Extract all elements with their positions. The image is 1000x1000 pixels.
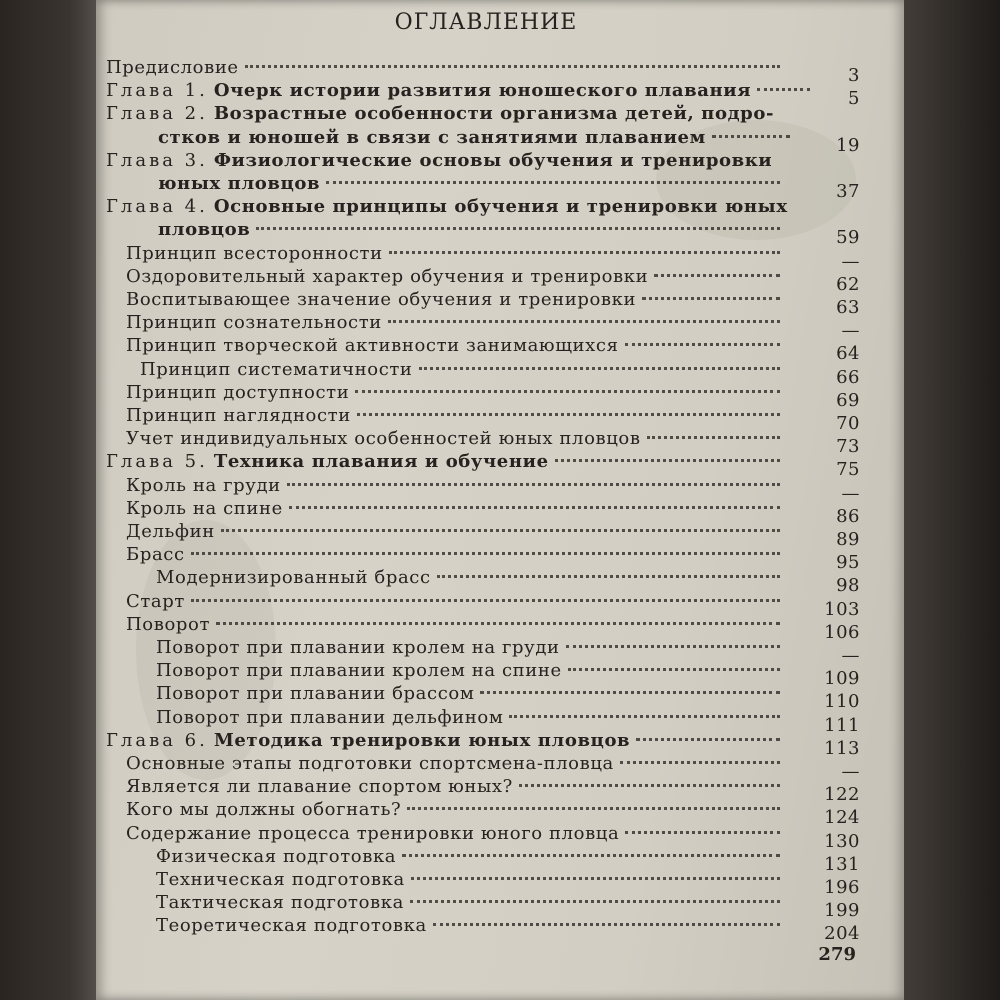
page-number: 98 [836, 575, 860, 596]
entry-title: Оздоровительный характер обучения и тренировки [126, 266, 649, 287]
entry-title: Физиологические основы обучения и тренировки [213, 150, 773, 171]
dot-leader [355, 390, 780, 393]
page-number: 63 [836, 297, 860, 318]
page-number: 69 [836, 390, 860, 411]
toc-entry [156, 566, 786, 590]
toc-entry [156, 868, 786, 892]
page-number: 109 [824, 668, 860, 689]
toc-entry [106, 102, 826, 126]
dot-leader [388, 320, 780, 323]
dot-leader [654, 274, 780, 277]
toc-entry [126, 265, 786, 289]
toc-entry [126, 381, 786, 405]
dot-leader [191, 599, 780, 602]
page-number: 130 [824, 831, 860, 852]
entry-title: Брасс [126, 544, 185, 565]
entry-title: Поворот при плавании дельфином [156, 707, 504, 728]
toc-entry [126, 520, 786, 544]
page-number: 89 [836, 529, 860, 550]
toc-entry [158, 126, 796, 150]
entry-title: Воспитывающее значение обучения и тренировки [126, 289, 637, 310]
entry-title: Поворот при плавании кролем на груди [156, 637, 560, 658]
entry-title: Физическая подготовка [156, 846, 397, 867]
toc-entry [126, 752, 786, 776]
background-left-edge [0, 0, 98, 1000]
page-number: 111 [824, 715, 860, 736]
toc-entry [126, 404, 786, 428]
entry-title: Учет индивидуальных особенностей юных пловцов [126, 428, 641, 449]
dot-leader [433, 923, 780, 926]
page-number: 131 [824, 854, 860, 875]
entry-title: Методика тренировки юных пловцов [213, 730, 631, 751]
dot-leader [402, 854, 780, 857]
book-page [96, 0, 904, 1000]
dot-leader [625, 343, 780, 346]
dot-leader [410, 900, 780, 903]
entry-title: Принцип творческой активности занимающихся [126, 335, 619, 356]
page-number: 204 [824, 923, 860, 944]
page-number: — [841, 645, 860, 666]
entry-title: Дельфин [126, 521, 215, 542]
toc-entry [126, 497, 786, 521]
entry-title: Тактическая подготовка [156, 892, 404, 913]
dot-leader [566, 645, 780, 648]
background-right-edge [900, 0, 1000, 1000]
dot-leader [555, 459, 780, 462]
page-title: ОГЛАВЛЕНИЕ [394, 10, 578, 35]
dot-leader [221, 529, 780, 532]
dot-leader [245, 65, 780, 68]
page-number: 106 [824, 622, 860, 643]
toc-entry [126, 798, 786, 822]
page-number: 95 [836, 552, 860, 573]
toc-entry [126, 242, 786, 266]
entry-title: Техническая подготовка [156, 869, 405, 890]
entry-title: Техника плавания и обучение [213, 451, 549, 472]
page-number: 196 [824, 877, 860, 898]
entry-title: Основные этапы подготовки спортсмена-пловца [126, 753, 614, 774]
page-number: 37 [836, 181, 860, 202]
entry-title: Предисловие [106, 57, 239, 78]
entry-title: Поворот [126, 614, 211, 635]
entry-title: стков и юношей в связи с занятиями плаванием [158, 127, 706, 148]
page-number: 199 [824, 900, 860, 921]
dot-leader [647, 436, 780, 439]
dot-leader [326, 181, 780, 184]
toc-entry [158, 172, 786, 196]
dot-leader [625, 831, 780, 834]
chapter-label: Глава 4. [106, 196, 208, 217]
chapter-label: Глава 2. [106, 103, 208, 124]
page-number: 86 [836, 506, 860, 527]
entry-title: Поворот при плавании брассом [156, 683, 475, 704]
entry-title: Очерк истории развития юношеского плавания [213, 80, 752, 101]
toc-content [96, 0, 904, 1000]
toc-entry [106, 450, 786, 474]
toc-entry [106, 56, 786, 80]
folio-number: 279 [818, 944, 856, 965]
chapter-label: Глава 3. [106, 150, 208, 171]
dot-leader [437, 575, 780, 578]
dot-leader [636, 738, 780, 741]
dot-leader [407, 807, 780, 810]
chapter-label: Глава 5. [106, 451, 208, 472]
entry-title: Кроль на груди [126, 475, 281, 496]
dot-leader [216, 622, 780, 625]
toc-entry [126, 822, 786, 846]
entry-title: Основные принципы обучения и тренировки юных [213, 196, 788, 217]
dot-leader [712, 135, 790, 138]
toc-entry [106, 79, 816, 103]
toc-entry [156, 659, 786, 683]
dot-leader [620, 761, 780, 764]
entry-title: Кроль на спине [126, 498, 283, 519]
page-number: 110 [824, 691, 860, 712]
toc-entry [126, 775, 786, 799]
entry-title: Является ли плавание спортом юных? [126, 776, 513, 797]
page-number: 73 [836, 436, 860, 457]
toc-entry [126, 543, 786, 567]
entry-title: Теоретическая подготовка [156, 915, 427, 936]
chapter-label: Глава 1. [106, 80, 208, 101]
page-number: 103 [824, 599, 860, 620]
entry-title: Кого мы должны обогнать? [126, 799, 402, 820]
dot-leader [256, 227, 780, 230]
page-number: — [841, 251, 860, 272]
dot-leader [480, 691, 780, 694]
entry-title: Принцип сознательности [126, 312, 382, 333]
page-number: 64 [836, 343, 860, 364]
page-number: 3 [848, 65, 860, 86]
entry-title: Принцип всесторонности [126, 243, 383, 264]
page-number: — [841, 483, 860, 504]
page-number: 70 [836, 413, 860, 434]
entry-title: Содержание процесса тренировки юного пловца [126, 823, 620, 844]
entry-title: пловцов [158, 219, 251, 240]
page-number: 5 [848, 88, 860, 109]
dot-leader [411, 877, 780, 880]
toc-entry [156, 914, 786, 938]
page-number: — [841, 761, 860, 782]
toc-entry [126, 613, 786, 637]
entry-title: Возрастные особенности организма детей, подро- [213, 103, 775, 124]
page-number: 75 [836, 459, 860, 480]
toc-entry [140, 358, 786, 382]
page-number: 59 [836, 227, 860, 248]
page-number: 122 [824, 784, 860, 805]
dot-leader [287, 483, 780, 486]
dot-leader [519, 784, 780, 787]
toc-entry [106, 195, 826, 219]
dot-leader [357, 413, 780, 416]
toc-entry [126, 590, 786, 614]
toc-entry [106, 149, 826, 173]
dot-leader [191, 552, 780, 555]
toc-entry [126, 288, 786, 312]
entry-title: Модернизированный брасс [156, 567, 431, 588]
chapter-label: Глава 6. [106, 730, 208, 751]
entry-title: Старт [126, 591, 185, 612]
entry-title: юных пловцов [158, 173, 321, 194]
page-number: 124 [824, 807, 860, 828]
toc-entry [156, 706, 786, 730]
entry-title: Поворот при плавании кролем на спине [156, 660, 562, 681]
toc-entry [126, 474, 786, 498]
page-number: 113 [824, 738, 860, 759]
page-number: 66 [836, 367, 860, 388]
page-number: 62 [836, 274, 860, 295]
toc-entry [126, 311, 786, 335]
toc-entry [156, 682, 786, 706]
toc-entry [106, 729, 786, 753]
toc-entry [156, 636, 786, 660]
dot-leader [419, 367, 780, 370]
dot-leader [509, 715, 780, 718]
dot-leader [289, 506, 780, 509]
dot-leader [389, 251, 780, 254]
entry-title: Принцип наглядности [126, 405, 351, 426]
page-number: — [841, 320, 860, 341]
toc-entry [156, 891, 786, 915]
entry-title: Принцип доступности [126, 382, 350, 403]
toc-entry [126, 334, 786, 358]
entry-title: Принцип систематичности [140, 359, 413, 380]
toc-entry [156, 845, 786, 869]
toc-entry [126, 427, 786, 451]
dot-leader [568, 668, 780, 671]
page-number: 19 [836, 135, 860, 156]
toc-entry [158, 218, 786, 242]
dot-leader [642, 297, 780, 300]
